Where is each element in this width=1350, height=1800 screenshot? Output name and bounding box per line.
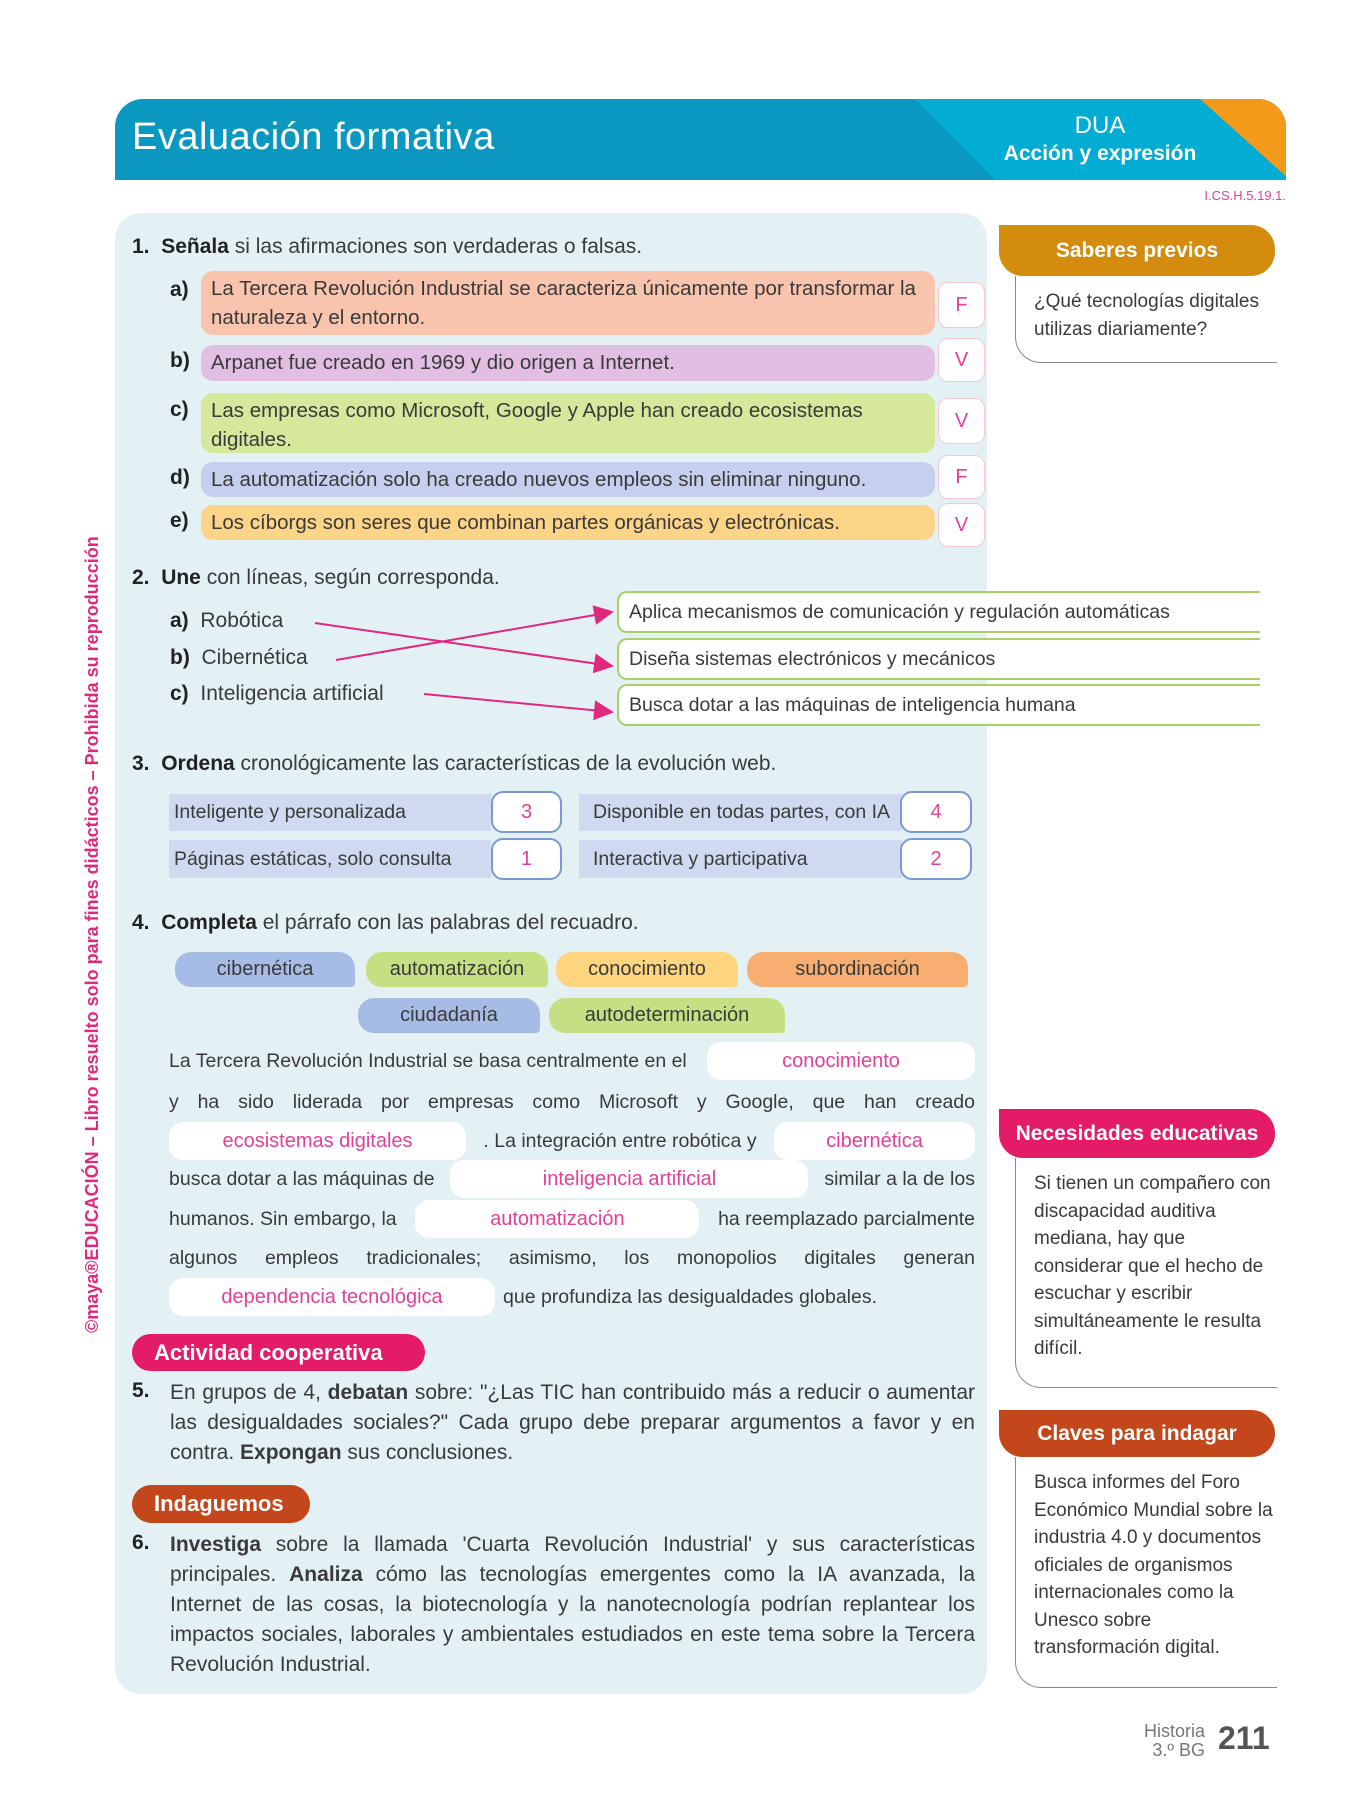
- blank-field[interactable]: conocimiento: [707, 1042, 975, 1080]
- blank-field[interactable]: inteligencia artificial: [450, 1160, 808, 1198]
- paragraph-line: [169, 1160, 975, 1198]
- text: sobre: "¿Las TIC han contribuido más a reducir o aumentar las desigualdades sociales?" Cada grupo debe preparar argumentos a favor y en contra.: [170, 1381, 975, 1464]
- question-text: con líneas, según corresponda.: [200, 566, 500, 589]
- term: Robótica: [200, 609, 284, 632]
- page-number: 211: [1218, 1720, 1270, 1756]
- paragraph-text: similar a la de los: [824, 1167, 975, 1190]
- answer-c[interactable]: V: [938, 398, 985, 444]
- match-right-3[interactable]: Busca dotar a las máquinas de inteligencia humana: [617, 684, 1260, 726]
- line-robotica: [315, 623, 612, 666]
- word-chip: cibernética: [175, 952, 355, 987]
- answer-e[interactable]: V: [938, 503, 985, 547]
- answer-a[interactable]: F: [938, 282, 985, 328]
- text: cómo las tecnologías emergentes como la IA avanzada, la Internet de las cosas, la biotecnología y la nanotecnología podrían replantear los impactos sociales, laborales y ambientales estudiados en este tema sobre la Tercera Revolución Industrial.: [170, 1563, 975, 1676]
- subject: Historia: [1143, 1721, 1205, 1741]
- web-stage: Disponible en todas partes, con IA: [579, 794, 902, 831]
- item-label: b): [170, 349, 190, 372]
- item-label: e): [170, 509, 189, 532]
- saberes-previos-body: ¿Qué tecnologías digitales utilizas diariamente?: [1015, 276, 1277, 363]
- indaguemos-badge: Indaguemos: [132, 1485, 310, 1523]
- blank-field[interactable]: ecosistemas digitales: [169, 1122, 466, 1160]
- word-chip: subordinación: [747, 952, 968, 987]
- verb: Expongan: [240, 1441, 342, 1464]
- question-verb: Completa: [161, 911, 257, 934]
- match-lines: [0, 0, 1350, 800]
- question-text: cronológicamente las características de la evolución web.: [234, 752, 777, 775]
- question-number: 2.: [132, 566, 150, 589]
- web-stage: Páginas estáticas, solo consulta: [169, 840, 491, 878]
- web-stage: Interactiva y participativa: [579, 840, 902, 878]
- item-label: c): [170, 398, 189, 421]
- answer-d[interactable]: F: [938, 455, 985, 499]
- line-ia: [424, 694, 612, 712]
- word-chip: conocimiento: [556, 952, 738, 987]
- statement-b: Arpanet fue creado en 1969 y dio origen a Internet.: [201, 345, 935, 381]
- order-input[interactable]: 2: [900, 838, 972, 880]
- order-input[interactable]: 3: [491, 791, 562, 833]
- blank-field[interactable]: automatización: [415, 1200, 699, 1238]
- question-text: el párrafo con las palabras del recuadro.: [256, 911, 639, 934]
- question-verb: Une: [161, 566, 201, 589]
- paragraph-line: y ha sido liderada por empresas como Microsoft y Google, que han creado: [169, 1091, 975, 1113]
- dua-title: DUA: [1074, 112, 1126, 139]
- statement-c: Las empresas como Microsoft, Google y Apple han creado ecosistemas digitales.: [201, 393, 935, 453]
- term: Cibernética: [201, 646, 308, 669]
- verb: debatan: [327, 1381, 409, 1404]
- item-label: a): [170, 278, 189, 301]
- question-6-text: [170, 1530, 975, 1680]
- paragraph-text: . La integración entre robótica y: [483, 1129, 757, 1152]
- paragraph-line: [169, 1042, 975, 1080]
- question-number: 4.: [132, 911, 150, 934]
- question-4-title: [132, 911, 639, 935]
- match-right-2[interactable]: Diseña sistemas electrónicos y mecánicos: [617, 638, 1260, 680]
- paragraph-text: humanos. Sin embargo, la: [169, 1207, 397, 1230]
- statement-e: Los cíborgs son seres que combinan partes orgánicas y electrónicas.: [201, 505, 935, 540]
- claves-header: Claves para indagar: [999, 1410, 1275, 1457]
- line-cibernetica: [336, 612, 612, 660]
- question-3-title: [132, 752, 776, 776]
- order-input[interactable]: 4: [900, 791, 972, 833]
- item-label: b): [170, 646, 190, 669]
- verb: Analiza: [289, 1563, 363, 1586]
- paragraph-text: La Tercera Revolución Industrial se basa centralmente en el: [169, 1049, 687, 1072]
- web-stage: Inteligente y personalizada: [169, 794, 491, 831]
- term: Inteligencia artificial: [200, 682, 384, 705]
- answer-b[interactable]: V: [938, 338, 985, 382]
- question-5-text: [170, 1378, 975, 1468]
- word-chip: ciudadanía: [358, 998, 540, 1033]
- paragraph-text: que profundiza las desigualdades globales.: [503, 1285, 878, 1308]
- paragraph-line: algunos empleos tradicionales; asimismo, los monopolios digitales generan: [169, 1247, 975, 1269]
- blank-field[interactable]: dependencia tecnológica: [169, 1278, 495, 1316]
- copyright-vertical: ©maya®EDUCACIÓN – Libro resuelto solo para fines didácticos – Prohibida su reproducción: [82, 536, 102, 1333]
- match-right-1[interactable]: Aplica mecanismos de comunicación y regulación automáticas: [617, 591, 1260, 633]
- statement-a: La Tercera Revolución Industrial se caracteriza únicamente por transformar la naturaleza y el entorno.: [201, 271, 935, 335]
- paragraph-text: busca dotar a las máquinas de: [169, 1167, 435, 1190]
- question-text: si las afirmaciones son verdaderas o falsas.: [228, 235, 643, 258]
- claves-body: Busca informes del Foro Económico Mundial sobre la industria 4.0 y documentos oficiales de organismos internacionales como la Unesco sobre transformación digital.: [1015, 1457, 1277, 1688]
- saberes-previos-header: Saberes previos: [999, 225, 1275, 276]
- order-input[interactable]: 1: [491, 838, 562, 880]
- grade: 3.º BG: [1152, 1740, 1205, 1760]
- verb: Investiga: [170, 1533, 262, 1556]
- footer-subject: [1110, 1722, 1205, 1760]
- question-number: 1.: [132, 235, 150, 258]
- question-number: 5.: [132, 1379, 150, 1402]
- page-title: Evaluación formativa: [132, 116, 495, 158]
- question-verb: Señala: [161, 235, 229, 258]
- text: En grupos de 4,: [170, 1381, 328, 1404]
- indicator-code: I.CS.H.5.19.1.: [1204, 188, 1286, 203]
- item-label: a): [170, 609, 189, 632]
- necesidades-header: Necesidades educativas: [999, 1109, 1275, 1158]
- question-number: 3.: [132, 752, 150, 775]
- cooperative-activity-badge: Actividad cooperativa: [132, 1334, 425, 1371]
- paragraph-line: [169, 1200, 975, 1238]
- necesidades-body: Si tienen un compañero con discapacidad auditiva mediana, hay que considerar que el hecho de escuchar y escribir simultáneamente le resulta difícil.: [1015, 1158, 1277, 1388]
- question-number: 6.: [132, 1531, 150, 1554]
- item-label: d): [170, 466, 190, 489]
- paragraph-line: [169, 1278, 975, 1316]
- text: sus conclusiones.: [341, 1441, 514, 1464]
- word-chip: autodeterminación: [549, 998, 785, 1033]
- paragraph-line: [169, 1122, 975, 1160]
- paragraph-text: ha reemplazado parcialmente: [718, 1207, 975, 1230]
- item-label: c): [170, 682, 189, 705]
- blank-field[interactable]: cibernética: [774, 1122, 975, 1160]
- text: sobre la llamada 'Cuarta Revolución Industrial' y sus características principales.: [170, 1533, 975, 1586]
- word-chip: automatización: [366, 952, 548, 987]
- question-verb: Ordena: [161, 752, 235, 775]
- dua-subtitle: Acción y expresión: [1003, 142, 1197, 165]
- statement-d: La automatización solo ha creado nuevos empleos sin eliminar ninguno.: [201, 462, 935, 497]
